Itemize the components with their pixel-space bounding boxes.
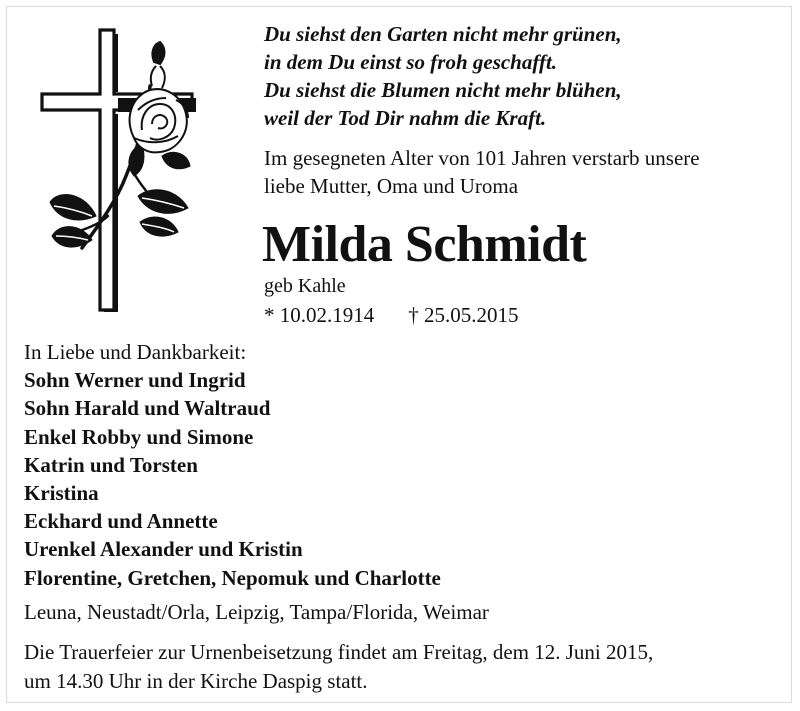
life-dates <box>264 302 519 328</box>
poem <box>264 20 784 132</box>
service-line: um 14.30 Uhr in der Kirche Daspig statt. <box>24 669 368 693</box>
death-date: † 25.05.2015 <box>408 303 519 327</box>
deceased-name: Milda Schmidt <box>262 216 587 273</box>
funeral-service-info <box>24 638 784 696</box>
mourner-entry: Katrin und Torsten <box>24 452 198 477</box>
mourner-entry: Urenkel Alexander und Kristin <box>24 537 303 562</box>
intro-text <box>264 144 784 200</box>
poem-line: in dem Du einst so froh geschafft. <box>264 50 558 74</box>
places-line: Leuna, Neustadt/Orla, Leipzig, Tampa/Florida, Weimar <box>24 600 489 624</box>
intro-line: liebe Mutter, Oma und Uroma <box>264 174 519 198</box>
mourner-entry: Kristina <box>24 481 99 506</box>
maiden-name: geb Kahle <box>264 275 346 297</box>
poem-line: Du siehst den Garten nicht mehr grünen, <box>264 22 622 46</box>
rose-bloom-icon <box>130 89 188 152</box>
cross-with-rose-icon <box>38 26 198 316</box>
mourner-entry: Florentine, Gretchen, Nepomuk und Charlotte <box>24 565 441 590</box>
mourner-entry: Sohn Harald und Waltraud <box>24 396 271 421</box>
mourner-entry: Sohn Werner und Ingrid <box>24 368 246 393</box>
mourners-lead: In Liebe und Dankbarkeit: <box>24 340 247 364</box>
poem-line: Du siehst die Blumen nicht mehr blühen, <box>264 78 622 102</box>
poem-line: weil der Tod Dir nahm die Kraft. <box>264 106 547 130</box>
mourner-entry: Enkel Robby und Simone <box>24 424 254 449</box>
mourners-list <box>24 338 784 592</box>
rose-bud-icon <box>151 42 165 88</box>
cross-icon <box>42 30 196 312</box>
rose-leaves-icon <box>50 144 190 247</box>
mourner-entry: Eckhard und Annette <box>24 509 218 534</box>
birth-date: * 10.02.1914 <box>264 303 375 327</box>
service-line: Die Trauerfeier zur Urnenbeisetzung findet am Freitag, dem 12. Juni 2015, <box>24 640 654 664</box>
intro-line: Im gesegneten Alter von 101 Jahren verstarb unsere <box>264 146 700 170</box>
